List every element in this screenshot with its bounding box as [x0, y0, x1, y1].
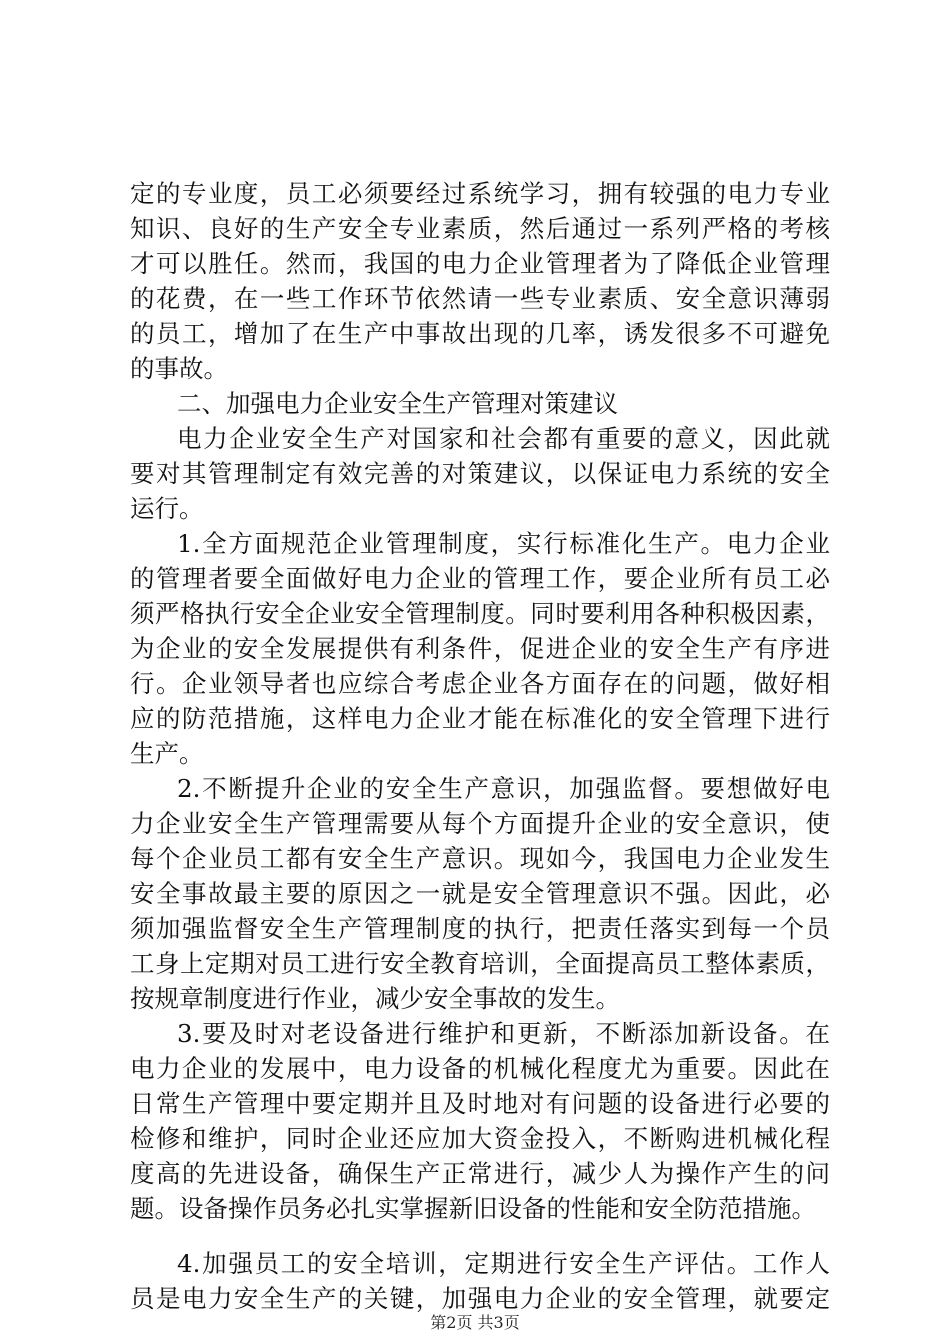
body-line: 1.全方面规范企业管理制度，实行标准化生产。电力企业 — [177, 529, 830, 558]
body-line: 3.要及时对老设备进行维护和更新，不断添加新设备。在 — [177, 1019, 830, 1048]
body-line: 定的专业度，员工必须要经过系统学习，拥有较强的电力专业 — [130, 179, 830, 208]
body-line: 力企业安全生产管理需要从每个方面提升企业的安全意识，使 — [130, 809, 830, 838]
body-line: 为企业的安全发展提供有利条件，促进企业的安全生产有序进 — [130, 634, 830, 663]
body-line: 才可以胜任。然而，我国的电力企业管理者为了降低企业管理 — [130, 249, 830, 278]
body-line: 4.加强员工的安全培训，定期进行安全生产评估。工作人 — [177, 1249, 830, 1278]
body-line: 的员工，增加了在生产中事故出现的几率，诱发很多不可避免 — [130, 319, 830, 348]
body-line: 应的防范措施，这样电力企业才能在标准化的安全管理下进行 — [130, 704, 830, 733]
body-line: 按规章制度进行作业，减少安全事故的发生。 — [130, 984, 620, 1013]
body-line: 须加强监督安全生产管理制度的执行，把责任落实到每一个员 — [130, 914, 830, 943]
body-line: 电力企业安全生产对国家和社会都有重要的意义，因此就 — [177, 424, 830, 453]
body-line: 电力企业的发展中，电力设备的机械化程度尤为重要。因此在 — [130, 1054, 830, 1083]
body-line: 要对其管理制定有效完善的对策建议，以保证电力系统的安全 — [130, 459, 830, 488]
body-line: 员是电力安全生产的关键，加强电力企业的安全管理，就要定 — [130, 1284, 830, 1313]
body-line: 日常生产管理中要定期并且及时地对有问题的设备进行必要的 — [130, 1089, 830, 1118]
body-line: 的事故。 — [130, 354, 228, 383]
section-heading: 二、加强电力企业安全生产管理对策建议 — [177, 389, 618, 418]
body-line: 工身上定期对员工进行安全教育培训，全面提高员工整体素质， — [130, 949, 830, 978]
body-line: 检修和维护，同时企业还应加大资金投入，不断购进机械化程 — [130, 1124, 830, 1153]
body-line: 安全事故最主要的原因之一就是安全管理意识不强。因此，必 — [130, 879, 830, 908]
body-line: 的管理者要全面做好电力企业的管理工作，要企业所有员工必 — [130, 564, 830, 593]
page-footer: 第2页 共3页 — [430, 1313, 520, 1332]
body-line: 的花费，在一些工作环节依然请一些专业素质、安全意识薄弱 — [130, 284, 830, 313]
body-line: 运行。 — [130, 494, 204, 523]
body-line: 度高的先进设备，确保生产正常进行，减少人为操作产生的问 — [130, 1159, 830, 1188]
body-line: 须严格执行安全企业安全管理制度。同时要利用各种积极因素， — [130, 599, 830, 628]
body-line: 每个企业员工都有安全生产意识。现如今，我国电力企业发生 — [130, 844, 830, 873]
body-line: 知识、良好的生产安全专业素质，然后通过一系列严格的考核 — [130, 214, 830, 243]
body-line: 题。设备操作员务必扎实掌握新旧设备的性能和安全防范措施。 — [130, 1194, 816, 1223]
body-line: 生产。 — [130, 739, 204, 768]
body-line: 行。企业领导者也应综合考虑企业各方面存在的问题，做好相 — [130, 669, 830, 698]
body-line: 2.不断提升企业的安全生产意识，加强监督。要想做好电 — [177, 774, 830, 803]
